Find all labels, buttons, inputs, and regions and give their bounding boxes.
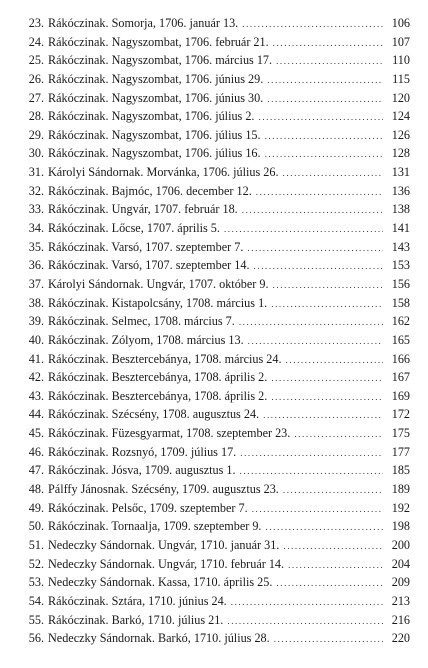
dot-leader [286,351,383,370]
entry-number: 56. [28,631,44,646]
entry-title: Rákóczinak. Nagyszombat, 1706. február 21. [48,34,269,49]
toc-entry [0,368,428,387]
toc-entry [0,331,428,350]
entry-number: 45. [28,426,44,441]
entry-page-number: 192 [391,500,410,515]
entry-title: Rákóczinak. Jósva, 1709. augusztus 1. [48,463,236,478]
entry-page-number: 198 [391,519,410,534]
toc-entry [0,70,428,89]
entry-title: Károlyi Sándornak. Ungvár, 1707. október 9. [48,276,269,291]
entry-page-number: 138 [391,202,410,217]
entry-title: Rákóczinak. Bajmóc, 1706. december 12. [48,183,252,198]
entry-title: Rákóczinak. Füzesgyarmat, 1708. szeptember 23. [48,426,291,441]
entry-number: 47. [28,463,44,478]
entry-page-number: 110 [392,53,410,68]
entry-page-number: 213 [391,593,410,608]
entry-title: Nedeczky Sándornak. Kassa, 1710. április 25. [48,575,273,590]
dot-leader [276,574,383,593]
dot-leader [267,71,383,90]
entry-title: Rákóczinak. Rozsnyó, 1709. július 17. [48,444,237,459]
toc-entry [0,107,428,126]
toc-entry [0,629,428,648]
dot-leader [288,556,383,575]
entry-number: 38. [28,295,44,310]
entry-title: Rákóczinak. Ungvár, 1707. február 18. [48,202,238,217]
entry-title: Rákóczinak. Varsó, 1707. szeptember 7. [48,239,244,254]
dot-leader [271,295,383,314]
dot-leader [271,369,383,388]
dot-leader [247,239,383,258]
entry-title: Rákóczinak. Nagyszombat, 1706. június 29. [48,71,264,86]
entry-page-number: 165 [391,332,410,347]
entry-number: 53. [28,575,44,590]
toc-entry [0,51,428,70]
dot-leader [240,462,383,481]
entry-title: Rákóczinak. Besztercebánya, 1708. április 2. [48,388,268,403]
entry-number: 43. [28,388,44,403]
entry-title: Nedeczky Sándornak. Barkó, 1710. július 28. [48,631,270,646]
entry-title: Nedeczky Sándornak. Ungvár, 1710. január 31. [48,537,280,552]
entry-number: 31. [28,165,44,180]
toc-entry [0,294,428,313]
entry-title: Pálffy Jánosnak. Szécsény, 1709. augusztus 23. [48,482,279,497]
toc-entry [0,200,428,219]
entry-title: Rákóczinak. Szécsény, 1708. augusztus 24. [48,407,260,422]
dot-leader [254,257,384,276]
entry-page-number: 126 [391,127,410,142]
entry-page-number: 216 [391,612,410,627]
entry-number: 35. [28,239,44,254]
dot-leader [273,276,383,295]
entry-title: Rákóczinak. Nagyszombat, 1706. június 30. [48,90,264,105]
entry-number: 29. [28,127,44,142]
toc-entry [0,182,428,201]
entry-page-number: 106 [391,16,410,30]
entry-number: 41. [28,351,44,366]
entry-number: 27. [28,90,44,105]
toc-entry [0,163,428,182]
entry-page-number: 131 [391,165,410,180]
entry-number: 33. [28,202,44,217]
entry-number: 40. [28,332,44,347]
toc-entry [0,405,428,424]
entry-title: Rákóczinak. Selmec, 1708. március 7. [48,314,235,329]
entry-title: Rákóczinak. Pelsőc, 1709. szeptember 7. [48,500,248,515]
toc-entry [0,424,428,443]
entry-page-number: 166 [391,351,410,366]
entry-page-number: 141 [391,221,410,236]
entry-title: Rákóczinak. Zólyom, 1708. március 13. [48,332,244,347]
entry-page-number: 107 [391,34,410,49]
entry-title: Rákóczinak. Nagyszombat, 1706. március 17. [48,53,273,68]
toc-entry [0,14,428,33]
toc-entry [0,517,428,536]
entry-title: Rákóczinak. Varsó, 1707. szeptember 14. [48,258,250,273]
entry-number: 50. [28,519,44,534]
entry-number: 36. [28,258,44,273]
dot-leader [267,90,383,109]
toc-entry [0,256,428,275]
toc-entry [0,443,428,462]
entry-title: Károlyi Sándornak. Morvánka, 1706. július 26. [48,165,279,180]
entry-number: 44. [28,407,44,422]
entry-title: Rákóczinak. Barkó, 1710. július 21. [48,612,224,627]
dot-leader [258,108,383,127]
entry-page-number: 177 [391,444,410,459]
dot-leader [242,201,383,220]
entry-number: 48. [28,482,44,497]
entry-title: Rákóczinak. Besztercebánya, 1708. március 24. [48,351,282,366]
dot-leader [231,593,383,612]
entry-page-number: 172 [391,407,410,422]
dot-leader [283,481,383,500]
dot-leader [263,406,383,425]
entry-number: 26. [28,71,44,86]
toc-entry [0,592,428,611]
entry-title: Rákóczinak. Besztercebánya, 1708. április 2. [48,370,268,385]
dot-leader [248,332,383,351]
entry-title: Nedeczky Sándornak. Ungvár, 1710. február 14. [48,556,285,571]
entry-page-number: 120 [391,90,410,105]
dot-leader [227,612,383,631]
entry-number: 34. [28,221,44,236]
dot-leader [265,127,383,146]
entry-number: 28. [28,109,44,124]
dot-leader [273,34,383,53]
toc-entry [0,33,428,52]
entry-page-number: 158 [391,295,410,310]
dot-leader [283,537,383,556]
toc-entry [0,144,428,163]
entry-page-number: 153 [391,258,410,273]
dot-leader [276,52,383,71]
entry-page-number: 156 [391,276,410,291]
toc-entry [0,126,428,145]
toc-entry [0,312,428,331]
entry-number: 32. [28,183,44,198]
toc-entry [0,611,428,630]
dot-leader [256,183,383,202]
toc-entry [0,499,428,518]
entry-page-number: 175 [391,426,410,441]
toc-entry [0,480,428,499]
toc-entry [0,238,428,257]
entry-page-number: 200 [391,537,410,552]
entry-number: 46. [28,444,44,459]
toc-entry [0,350,428,369]
entry-number: 24. [28,34,44,49]
entry-number: 51. [28,537,44,552]
dot-leader [265,145,383,164]
toc-entry [0,387,428,406]
entry-number: 54. [28,593,44,608]
entry-title: Rákóczinak. Somorja, 1706. január 13. [48,16,239,30]
entry-title: Rákóczinak. Lőcse, 1707. április 5. [48,221,220,236]
toc-entry [0,536,428,555]
entry-page-number: 189 [391,482,410,497]
entry-page-number: 220 [391,631,410,646]
entry-title: Rákóczinak. Nagyszombat, 1706. július 15. [48,127,261,142]
entry-number: 39. [28,314,44,329]
entry-number: 52. [28,556,44,571]
entry-page-number: 162 [391,314,410,329]
entry-page-number: 143 [391,239,410,254]
toc-entry [0,555,428,574]
entry-title: Rákóczinak. Sztára, 1710. június 24. [48,593,227,608]
entry-number: 25. [28,53,44,68]
entry-title: Rákóczinak. Nagyszombat, 1706. július 16. [48,146,261,161]
entry-title: Rákóczinak. Kistapolcsány, 1708. március 1. [48,295,268,310]
entry-page-number: 209 [391,575,410,590]
entry-page-number: 128 [391,146,410,161]
dot-leader [224,220,383,239]
toc-entry [0,461,428,480]
dot-leader [242,15,383,34]
dot-leader [240,444,383,463]
entry-page-number: 204 [391,556,410,571]
entry-page-number: 167 [391,370,410,385]
entry-page-number: 115 [392,71,410,86]
entry-number: 30. [28,146,44,161]
entry-number: 55. [28,612,44,627]
entry-number: 37. [28,276,44,291]
dot-leader [252,500,383,519]
entry-page-number: 136 [391,183,410,198]
dot-leader [271,388,383,407]
toc-entry [0,573,428,592]
entry-number: 42. [28,370,44,385]
entry-page-number: 169 [391,388,410,403]
entry-page-number: 124 [391,109,410,124]
entry-number: 23. [28,16,44,30]
toc-entry [0,275,428,294]
dot-leader [265,518,383,537]
dot-leader [239,313,383,332]
entry-number: 49. [28,500,44,515]
entry-title: Rákóczinak. Tornaalja, 1709. szeptember 9. [48,519,262,534]
toc-entry [0,89,428,108]
dot-leader [274,630,383,649]
entry-title: Rákóczinak. Nagyszombat, 1706. július 2. [48,109,255,124]
toc-entry [0,219,428,238]
entry-page-number: 185 [391,463,410,478]
dot-leader [294,425,383,444]
table-of-contents [0,14,428,648]
dot-leader [283,164,383,183]
